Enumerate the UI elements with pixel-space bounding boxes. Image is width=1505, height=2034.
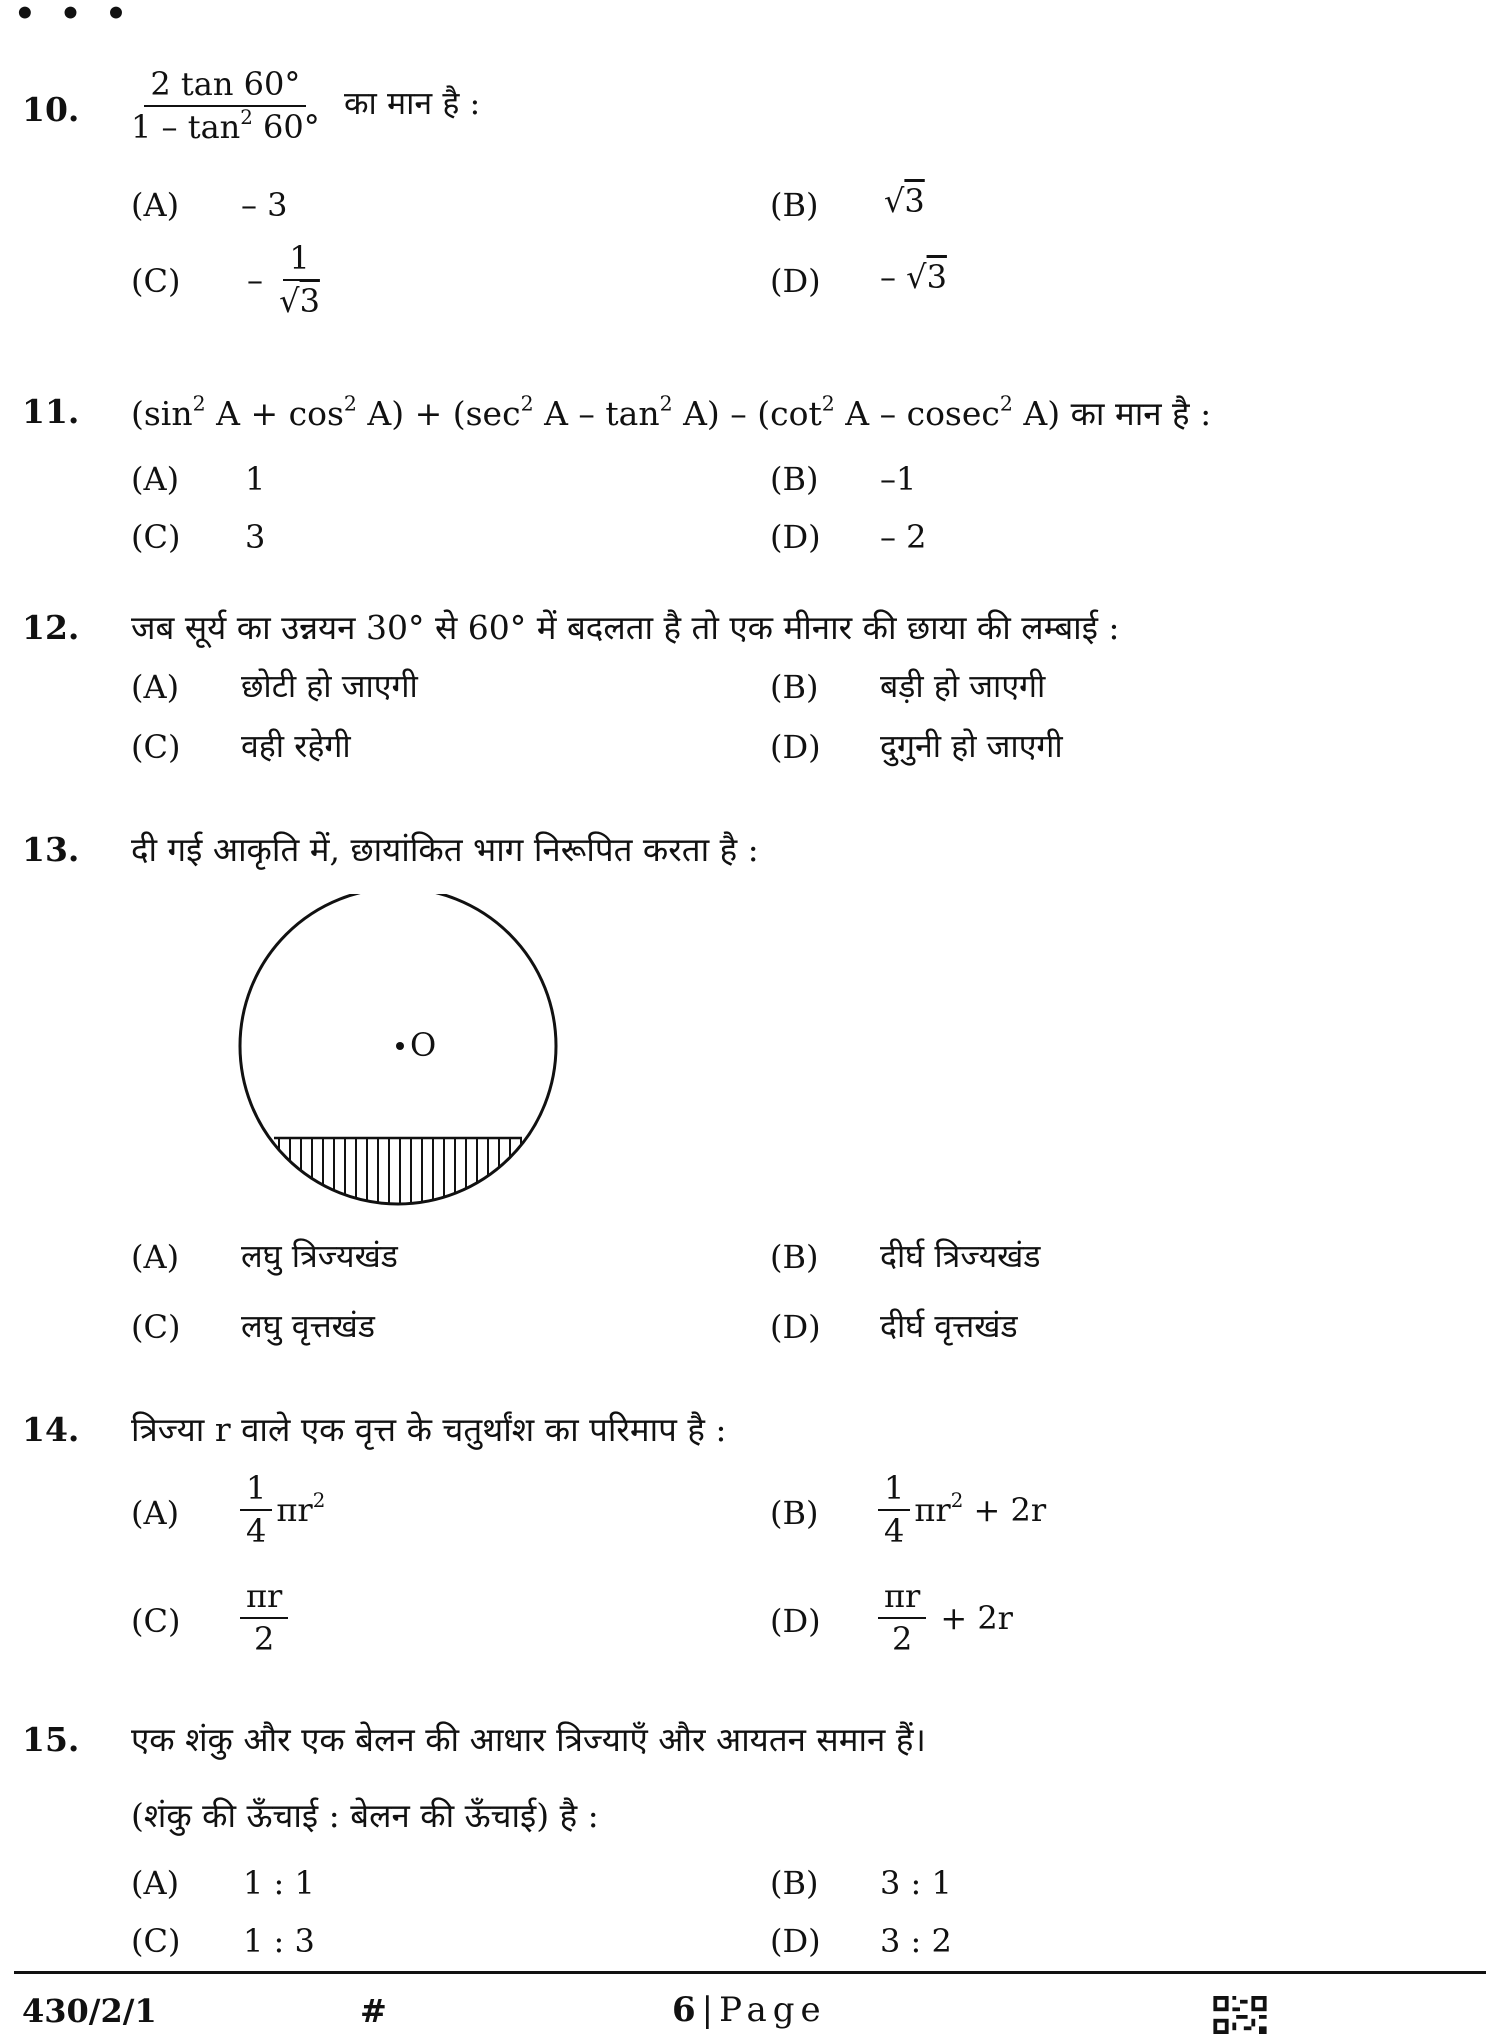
option-b-text: –1 — [880, 460, 917, 498]
question-number: 14. — [22, 1410, 80, 1449]
option-label: (B) — [770, 186, 819, 224]
option-a-text: 1 — [245, 460, 266, 498]
question-stem: एक शंकु और एक बेलन की आधार त्रिज्याएँ और आयतन समान हैं। — [131, 1720, 926, 1759]
option-c-text: 3 — [245, 518, 266, 556]
option-c-text: 1 : 3 — [243, 1922, 315, 1960]
option-b-text: √3 — [884, 182, 925, 220]
option-a-text: छोटी हो जाएगी — [241, 667, 418, 705]
question-number: 15. — [22, 1720, 80, 1759]
option-label: (D) — [770, 1602, 821, 1640]
option-label: (D) — [770, 1308, 821, 1346]
option-label: (A) — [131, 1864, 180, 1902]
option-c-text: – $\frac{1}{√3}$ — [247, 239, 320, 320]
option-d-text: $\frac{\pi r}{2}$ + 2r — [878, 1578, 1013, 1658]
option-label: (A) — [131, 1238, 180, 1276]
center-label: O — [410, 1026, 437, 1064]
question-number: 13. — [22, 830, 80, 869]
option-d-text: – √3 — [880, 258, 947, 296]
question-stem: दी गई आकृति में, छायांकित भाग निरूपित करता है : — [131, 830, 759, 869]
option-label: (D) — [770, 262, 821, 300]
option-d-text: 3 : 2 — [880, 1922, 952, 1960]
option-c-text: $\frac{\pi r}{2}$ — [240, 1578, 288, 1658]
option-c-text: लघु वृत्तखंड — [241, 1307, 375, 1345]
option-b-text: दीर्घ त्रिज्यखंड — [880, 1237, 1041, 1275]
option-label: (B) — [770, 668, 819, 706]
option-b-text: बड़ी हो जाएगी — [880, 667, 1046, 705]
qr-code-icon — [1212, 1996, 1268, 2034]
footer-hash: # — [360, 1992, 387, 2030]
option-label: (B) — [770, 1864, 819, 1902]
option-label: (C) — [131, 1922, 181, 1960]
option-a-text: – 3 — [241, 186, 288, 224]
question-number: 10. — [22, 90, 80, 129]
question-stem: जब सूर्य का उन्नयन 30° से 60° में बदलता है तो एक मीनार की छाया की लम्बाई : — [131, 608, 1120, 647]
fraction-numerator: 2 tan 60° — [144, 66, 306, 107]
fraction-denominator: $1 - \tan^2 60^\circ$ — [131, 105, 320, 146]
question-number: 12. — [22, 608, 80, 647]
question-stem-line2: (शंकु की ऊँचाई : बेलन की ऊँचाई) है : — [131, 1796, 599, 1835]
question-stem — [131, 66, 480, 146]
option-label: (D) — [770, 1922, 821, 1960]
option-a-text: लघु त्रिज्यखंड — [241, 1237, 398, 1275]
paper-code: 430/2/1 — [22, 1992, 157, 2030]
option-label: (B) — [770, 460, 819, 498]
option-d-text: दुगुनी हो जाएगी — [880, 727, 1063, 765]
option-d-text: दीर्घ वृत्तखंड — [880, 1307, 1018, 1345]
option-a-text: $\frac{1}{4}$ $\pi r^2$ — [240, 1470, 325, 1550]
option-label: (D) — [770, 518, 821, 556]
question-stem: ($\sin^2$ $A + \cos^2 A) + (\sec^2$ A – $\tan^2 A) - (\cot^2$ A – cosec$^2$ A) का मान है : — [131, 391, 1212, 433]
option-label: (C) — [131, 1308, 181, 1346]
question-stem: त्रिज्या r वाले एक वृत्त के चतुर्थांश का परिमाप है : — [131, 1410, 727, 1449]
stem-suffix: का मान है : — [343, 84, 481, 123]
option-label: (C) — [131, 262, 181, 300]
page-indicator: 6 | Page — [672, 1990, 827, 2030]
footer-rule — [14, 1971, 1486, 1974]
option-label: (C) — [131, 728, 181, 766]
option-c-text: वही रहेगी — [241, 727, 351, 765]
option-label: (C) — [131, 1602, 181, 1640]
center-point — [396, 1042, 404, 1050]
option-label: (B) — [770, 1494, 819, 1532]
option-label: (A) — [131, 668, 180, 706]
option-b-text: $\frac{1}{4}$ $\pi r^2 + 2r$ — [878, 1470, 1046, 1550]
stem-fraction — [131, 66, 320, 146]
option-b-text: 3 : 1 — [880, 1864, 952, 1902]
option-label: (A) — [131, 460, 180, 498]
option-label: (C) — [131, 518, 181, 556]
circle-segment-figure — [230, 894, 570, 1224]
option-label: (A) — [131, 186, 180, 224]
option-label: (D) — [770, 728, 821, 766]
option-a-text: 1 : 1 — [243, 1864, 315, 1902]
option-d-text: – 2 — [880, 518, 927, 556]
question-number: 11. — [22, 392, 80, 431]
option-label: (A) — [131, 1494, 180, 1532]
header-dots: • • • — [14, 0, 133, 34]
option-label: (B) — [770, 1238, 819, 1276]
